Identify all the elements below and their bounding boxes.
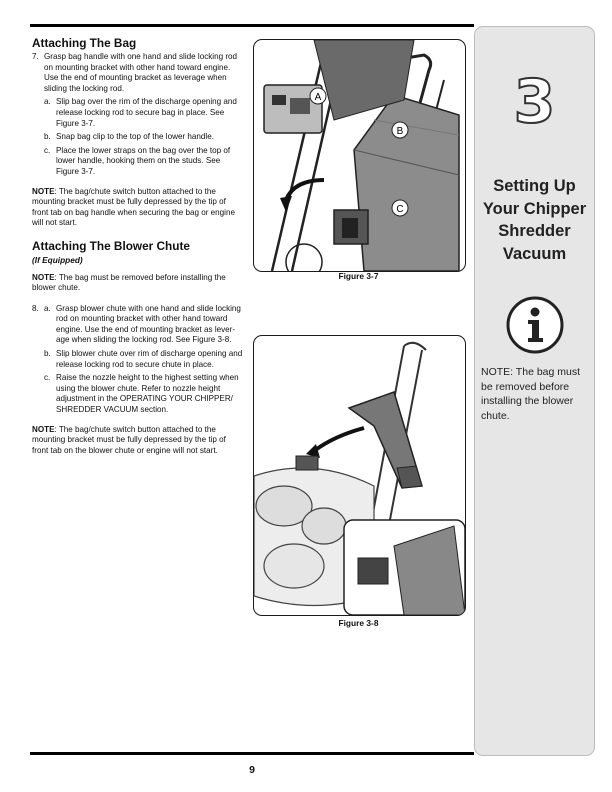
substep-text: Slip bag over the rim of the discharge opening and release locking rod to secure bag in place. See Figure 3-7. [56,97,237,128]
section-heading-attaching-bag: Attaching The Bag [32,36,137,50]
figure-3-8-caption: Figure 3-8 [338,618,379,628]
bottom-rule [30,752,474,755]
note-text: : The bag/chute switch button attached to the mounting bracket must be fully depressed by the tip of front tab on bag handle when securing the bag or engine will not start. [32,186,235,228]
substep-letter: c. [44,145,51,155]
note-text: : The bag must be removed before installing the blower chute. [32,272,226,293]
callout-c-label: C [396,204,404,215]
blower-chute-illustration [254,336,465,615]
note-label: NOTE [32,424,55,434]
substep-text: Slip blower chute over rim of discharge opening and release locking rod to secure chute in place. [56,349,243,369]
top-rule [30,24,474,27]
note-chute-switch [32,425,244,457]
note-text: : The bag/chute switch button attached to the mounting bracket must be fully depressed by the tip of front tab on the blower chute or engine will not start. [32,424,226,455]
substep-text: Snap bag clip to the top of the lower handle. [56,132,214,142]
step-number: 7. [32,52,39,61]
note-bag-switch [32,187,244,229]
substep-text: Place the lower straps on the bag over the top of lower handle, hooking them on the studs. See Figure 3-7. [56,145,231,176]
chapter-title: Setting Up Your Chipper Shredder Vacuum [482,177,587,263]
figure-3-8 [253,335,466,616]
substep-letter: a. [44,303,51,313]
substep-a [32,97,244,129]
section-subheading: (If Equipped) [32,254,83,265]
instructions-column [32,36,244,466]
substep-text: Grasp blower chute with one hand and slide locking rod on mounting bracket with other hand toward engine. Use the end of mounting bracket as lever-age when sliding the locking rod. See Figure 3-8. [56,303,241,345]
sidebar-note: NOTE: The bag must be removed before installing the blower chute. [481,366,581,422]
substep-8a [32,304,244,346]
chapter-number: 3 [513,67,556,137]
note-remove-bag [32,273,244,294]
substep-c [32,146,244,178]
substep-letter: a. [44,97,51,107]
figure-3-7 [253,39,466,272]
bag-attachment-illustration [254,40,465,271]
substep-b [32,132,244,143]
substep-text: Raise the nozzle height to the highest setting when using the blower chute. Refer to nozzle height adjustment in the OPERATING YOUR CHIPPER/ SHREDDER VACUUM section. [56,373,239,415]
substep-letter: b. [44,132,51,142]
step-7 [32,52,244,94]
callout-b-label: B [396,126,404,137]
page-number: 9 [249,764,255,776]
note-label: NOTE [32,186,55,196]
figure-3-7-caption: Figure 3-7 [338,271,379,281]
substep-letter: b. [44,349,51,359]
section-heading-blower-chute: Attaching The Blower Chute [32,238,190,253]
step-text: Grasp bag handle with one hand and slide locking rod on mounting bracket with other hand toward engine. Use the end of mounting bracket as leverage when sliding the locking rod. [44,52,238,93]
substep-8b [32,349,244,370]
note-label: NOTE [32,272,55,282]
callout-a-label: A [314,92,322,103]
info-icon [505,295,565,355]
substep-8c [32,373,244,415]
substep-letter: c. [44,373,51,383]
step-number: 8. [32,303,39,313]
chapter-sidebar [474,26,595,756]
